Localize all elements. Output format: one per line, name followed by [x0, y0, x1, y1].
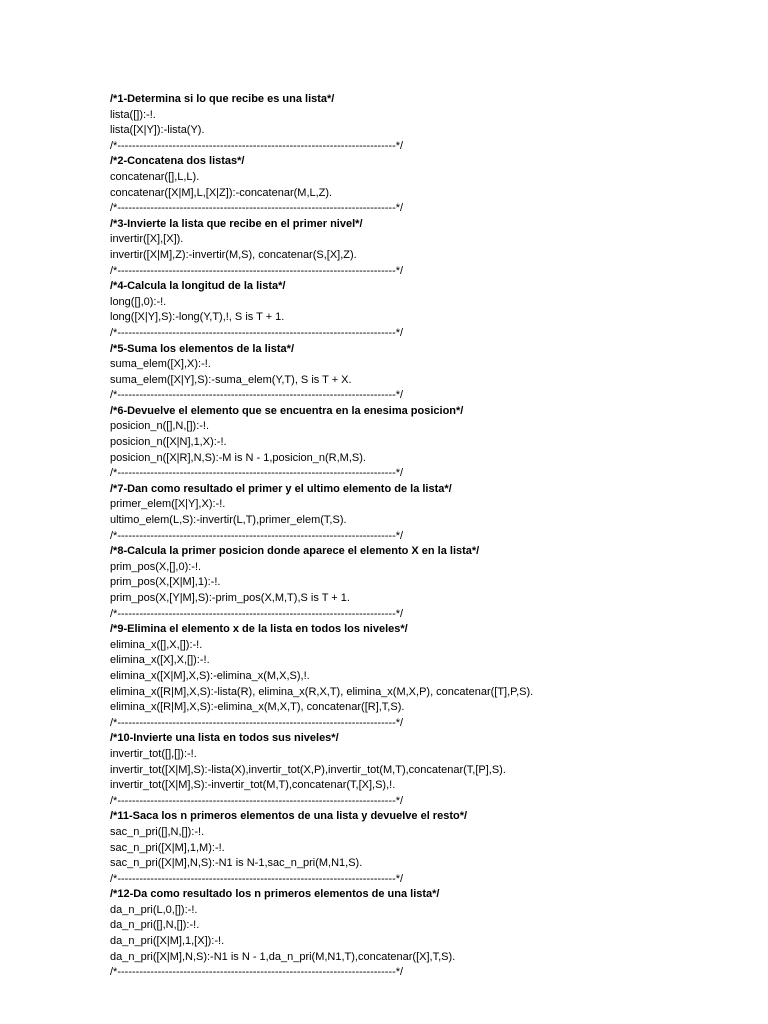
code-line: invertir_tot([],[]):-!.	[110, 747, 197, 760]
section-separator: /*----------------------------------------------------------------------------*/	[110, 607, 404, 620]
section-heading: /*10-Invierte una lista en todos sus niveles*/	[110, 732, 339, 745]
section-separator: /*----------------------------------------------------------------------------*/	[110, 264, 404, 277]
document-body	[110, 92, 750, 981]
section-separator: /*----------------------------------------------------------------------------*/	[110, 202, 404, 215]
code-line: primer_elem([X|Y],X):-!.	[110, 498, 226, 511]
code-line: ultimo_elem(L,S):-invertir(L,T),primer_elem(T,S).	[110, 514, 347, 527]
section-separator: /*----------------------------------------------------------------------------*/	[110, 389, 404, 402]
section-heading: /*8-Calcula la primer posicion donde aparece el elemento X en la lista*/	[110, 545, 480, 558]
code-line: sac_n_pri([X|M],1,M):-!.	[110, 841, 225, 854]
code-line: da_n_pri([X|M],1,[X]):-!.	[110, 935, 225, 948]
section-separator: /*----------------------------------------------------------------------------*/	[110, 794, 404, 807]
code-line: da_n_pri(L,0,[]):-!.	[110, 903, 198, 916]
code-line: sac_n_pri([],N,[]):-!.	[110, 825, 205, 838]
code-line: long([X|Y],S):-long(Y,T),!, S is T + 1.	[110, 311, 285, 324]
section-heading: /*9-Elimina el elemento x de la lista en todos los niveles*/	[110, 623, 408, 636]
section-separator: /*----------------------------------------------------------------------------*/	[110, 966, 404, 979]
code-line: elimina_x([R|M],X,S):-lista(R), elimina_x(R,X,T), elimina_x(M,X,P), concatenar([T],P,S).	[110, 685, 534, 698]
code-line: da_n_pri([X|M],N,S):-N1 is N - 1,da_n_pri(M,N1,T),concatenar([X],T,S).	[110, 950, 456, 963]
code-line: concatenar([],L,L).	[110, 170, 200, 183]
section-separator: /*----------------------------------------------------------------------------*/	[110, 467, 404, 480]
code-line: invertir_tot([X|M],S):-lista(X),invertir_tot(X,P),invertir_tot(M,T),concatenar(T,[P],S).	[110, 763, 506, 776]
section-heading: /*6-Devuelve el elemento que se encuentra en la enesima posicion*/	[110, 404, 464, 417]
code-line: long([],0):-!.	[110, 295, 167, 308]
code-line: elimina_x([X|M],X,S):-elimina_x(M,X,S),!.	[110, 669, 310, 682]
section-heading: /*11-Saca los n primeros elementos de una lista y devuelve el resto*/	[110, 810, 468, 823]
section-separator: /*----------------------------------------------------------------------------*/	[110, 716, 404, 729]
section-heading: /*3-Invierte la lista que recibe en el primer nivel*/	[110, 217, 363, 230]
code-line: posicion_n([],N,[]):-!.	[110, 420, 210, 433]
code-line: suma_elem([X|Y],S):-suma_elem(Y,T), S is T + X.	[110, 373, 352, 386]
code-line: prim_pos(X,[],0):-!.	[110, 560, 202, 573]
section-heading: /*12-Da como resultado los n primeros elementos de una lista*/	[110, 888, 440, 901]
section-heading: /*1-Determina si lo que recibe es una lista*/	[110, 93, 335, 105]
section-heading: /*2-Concatena dos listas*/	[110, 155, 245, 168]
code-line: invertir_tot([X|M],S):-invertir_tot(M,T),concatenar(T,[X],S),!.	[110, 779, 396, 792]
code-line: concatenar([X|M],L,[X|Z]):-concatenar(M,L,Z).	[110, 186, 333, 199]
section-separator: /*----------------------------------------------------------------------------*/	[110, 529, 404, 542]
code-line: lista([X|Y]):-lista(Y).	[110, 124, 205, 137]
section-heading: /*5-Suma los elementos de la lista*/	[110, 342, 295, 355]
code-line: elimina_x([X],X,[]):-!.	[110, 654, 210, 667]
code-line: suma_elem([X],X):-!.	[110, 358, 211, 371]
code-line: sac_n_pri([X|M],N,S):-N1 is N-1,sac_n_pri(M,N1,S).	[110, 857, 363, 870]
section-separator: /*----------------------------------------------------------------------------*/	[110, 872, 404, 885]
code-line: invertir([X|M],Z):-invertir(M,S), concatenar(S,[X],Z).	[110, 248, 357, 261]
code-line: posicion_n([X|N],1,X):-!.	[110, 436, 227, 449]
code-line: elimina_x([R|M],X,S):-elimina_x(M,X,T), concatenar([R],T,S).	[110, 701, 405, 714]
code-line: invertir([X],[X]).	[110, 233, 184, 246]
code-line: posicion_n([X|R],N,S):-M is N - 1,posicion_n(R,M,S).	[110, 451, 366, 464]
code-line: elimina_x([],X,[]):-!.	[110, 638, 203, 651]
section-heading: /*4-Calcula la longitud de la lista*/	[110, 280, 286, 293]
section-heading: /*7-Dan como resultado el primer y el ultimo elemento de la lista*/	[110, 482, 452, 495]
code-line: lista([]):-!.	[110, 108, 156, 121]
code-line: da_n_pri([],N,[]):-!.	[110, 919, 200, 932]
code-line: prim_pos(X,[Y|M],S):-prim_pos(X,M,T),S is T + 1.	[110, 592, 350, 604]
section-separator: /*----------------------------------------------------------------------------*/	[110, 139, 404, 152]
code-line: prim_pos(X,[X|M],1):-!.	[110, 576, 221, 589]
section-separator: /*----------------------------------------------------------------------------*/	[110, 326, 404, 339]
